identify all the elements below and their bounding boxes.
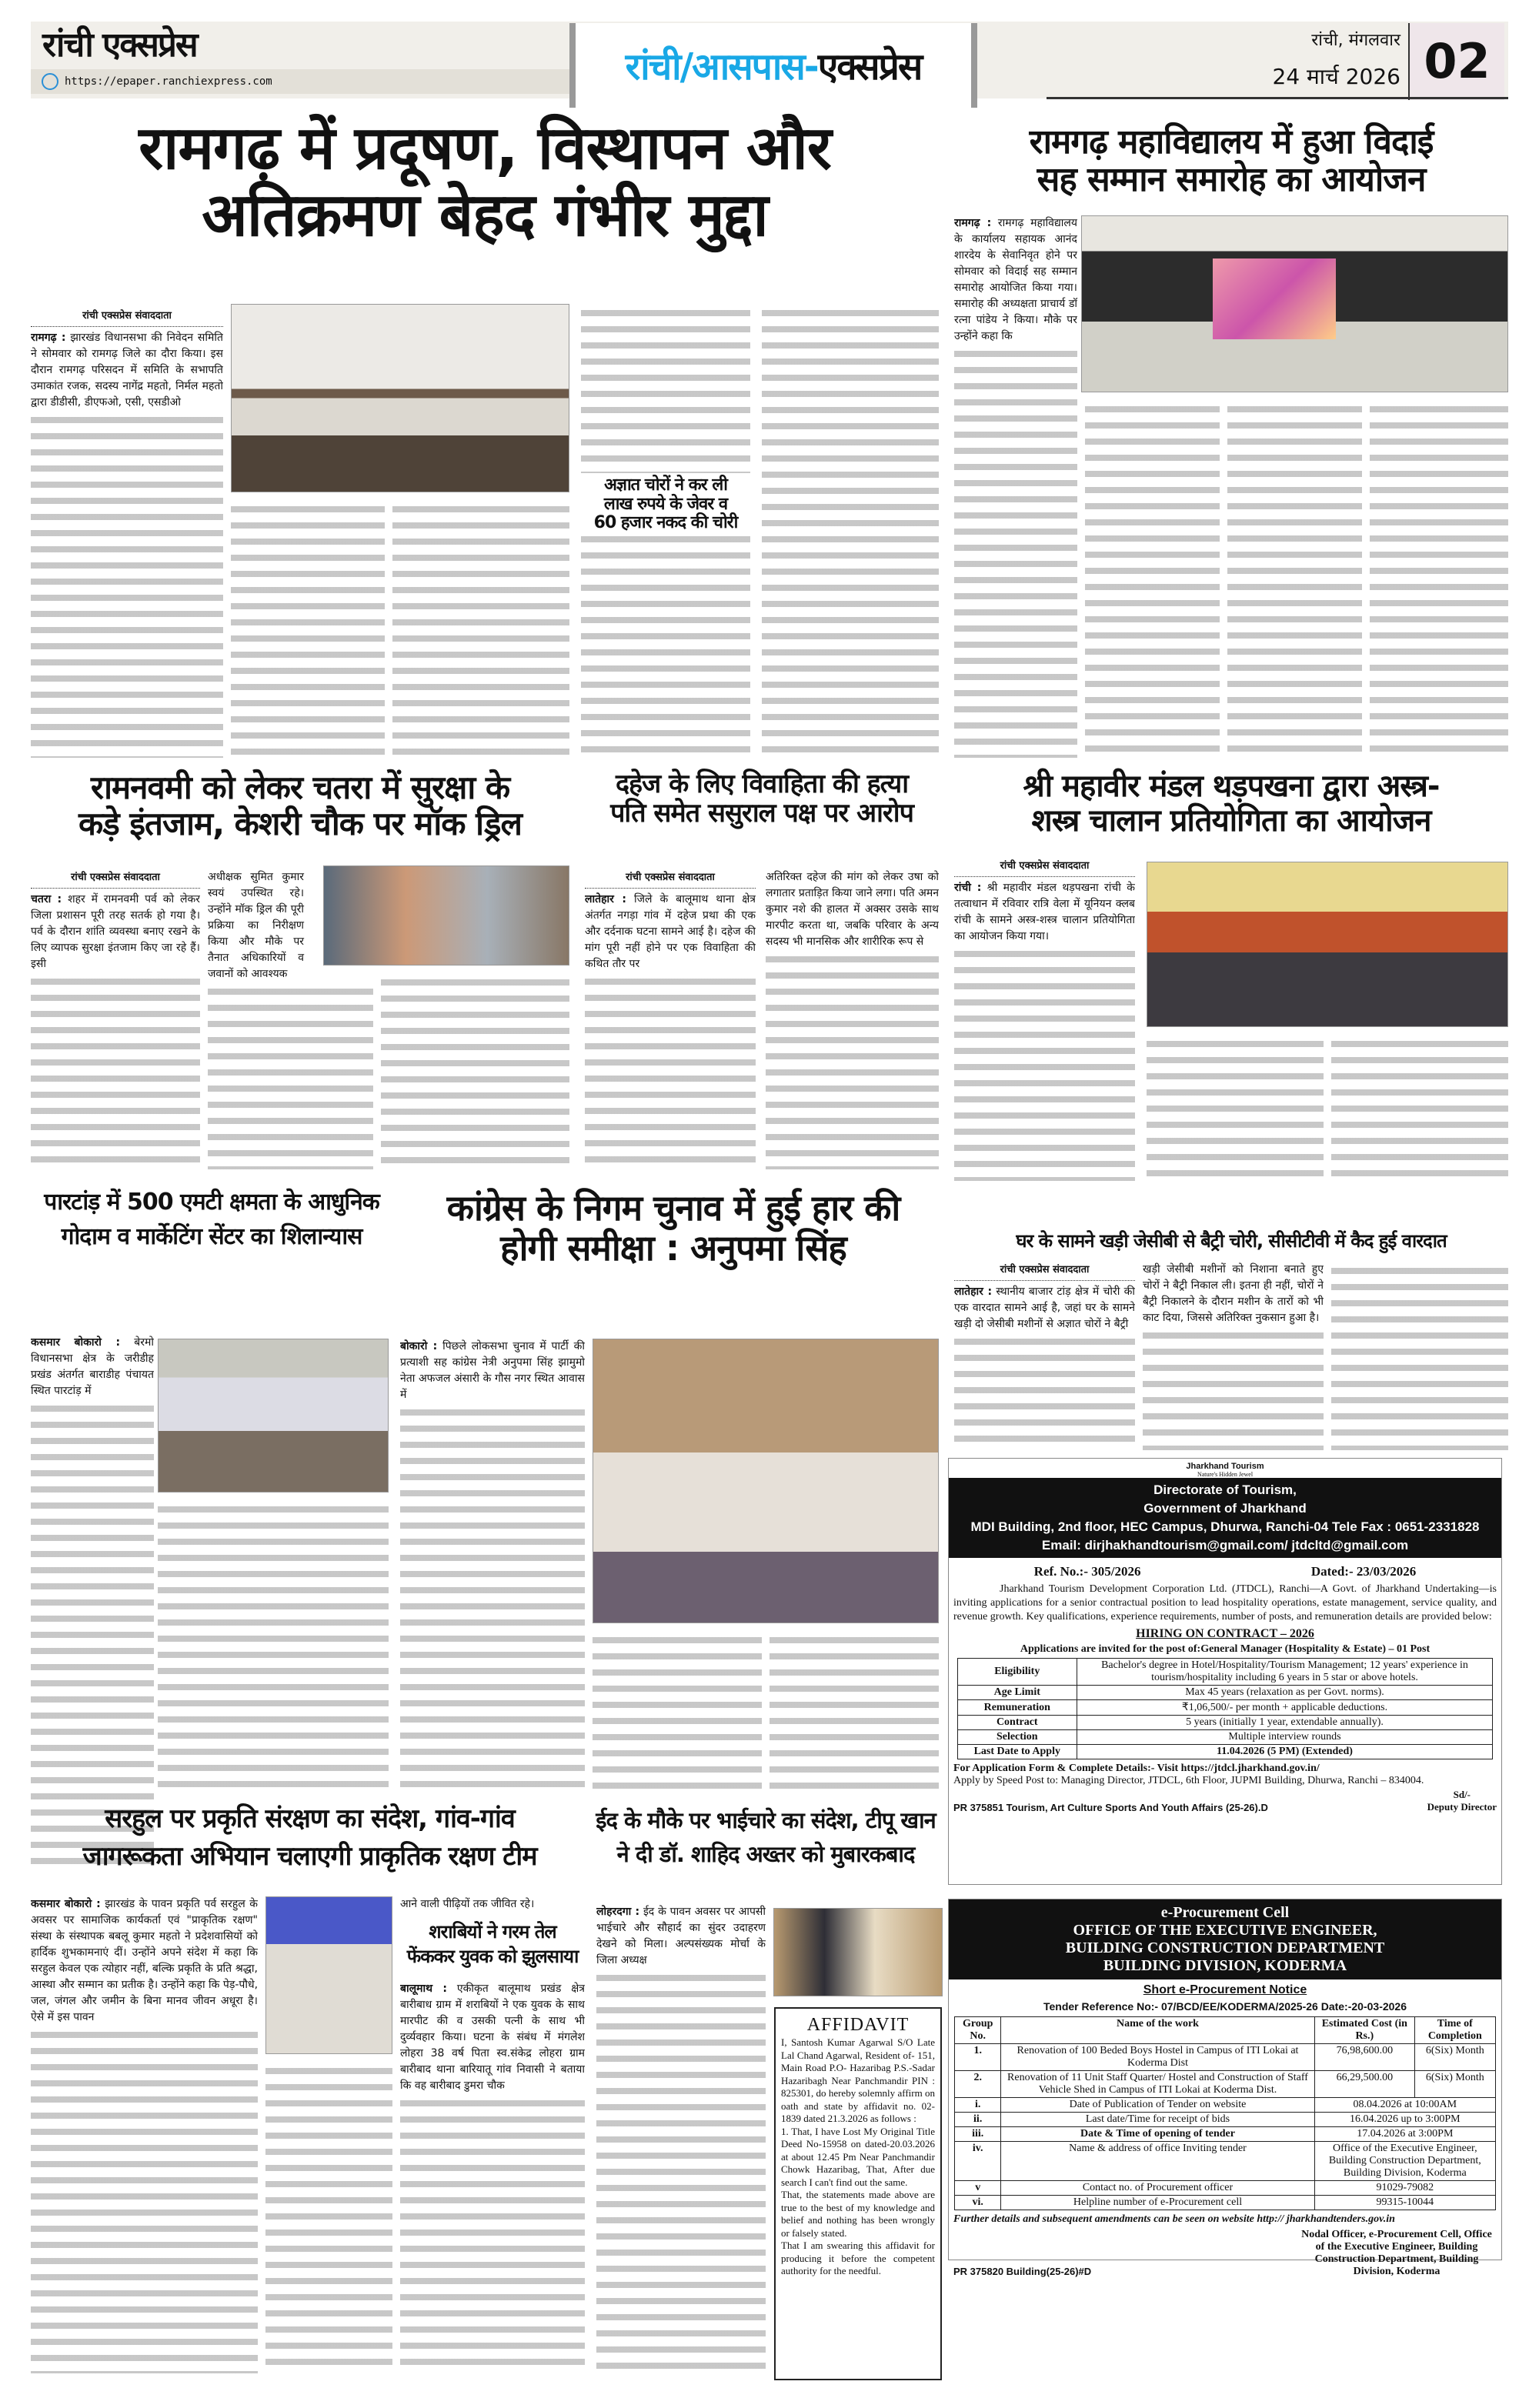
info-label: Date & Time of opening of tender — [1001, 2127, 1315, 2142]
text-column — [1331, 1263, 1508, 1450]
ad-line: MDI Building, 2nd floor, HEC Campus, Dhurwa, Ranchi-04 Tele Fax : 0651-2331828 — [970, 1519, 1480, 1534]
row-value: Max 45 years (relaxation as per Govt. norms). — [1077, 1686, 1492, 1700]
story-body: श्री महावीर मंडल थड़पखना रांची के तत्वाधान में रविवार रात्रि वेला में यूनियन क्लब रांची के सामने अस्त्र-शस्त्र चालान प्रतियोगिता का आयोजन किया गया। — [954, 882, 1135, 942]
row-label: Eligibility — [957, 1659, 1077, 1686]
tender-reference: Tender Reference No:- 07/BCD/EE/KODERMA/2025-26 Date:-20-03-2026 — [1043, 2000, 1407, 2013]
congress-headline — [404, 1189, 943, 1268]
hiring-row — [957, 1659, 1492, 1686]
college-story-col4 — [1370, 400, 1508, 758]
jcb-col1 — [954, 1262, 1135, 1450]
info-no: i. — [955, 2098, 1001, 2113]
mahavir-col3 — [1331, 1035, 1508, 1181]
tender-website-note[interactable]: Further details and subsequent amendments can be seen on website http:// jharkhandtenders.gov.in — [953, 2213, 1395, 2225]
dateline: कसमार बोकारो : — [31, 1898, 101, 1910]
text-column — [231, 502, 385, 758]
byline: रांची एक्सप्रेस संवाददाता — [585, 869, 756, 889]
tender-notice — [948, 1899, 1502, 2277]
estimated-cost: 76,98,600.00 — [1314, 2044, 1414, 2071]
ad-line: BUILDING CONSTRUCTION DEPARTMENT — [1065, 1939, 1385, 1956]
ramnavami-headline — [31, 769, 569, 842]
headline-line: रामनवमी को लेकर चतरा में सुरक्षा के — [90, 769, 510, 806]
info-no: iii. — [955, 2127, 1001, 2142]
info-no: iv. — [955, 2142, 1001, 2181]
sarhul-headline — [31, 1800, 589, 1876]
dahej-headline — [585, 769, 939, 828]
headline-line: पति समेत ससुराल पक्ष पर आरोप — [610, 798, 913, 829]
text-column — [31, 2027, 258, 2373]
story-body: आने वाली पीढ़ियों तक जीवित रहे। — [400, 1898, 535, 1910]
eid-col1 — [596, 1904, 766, 2373]
story-body: खड़ी जेसीबी मशीनों को निशाना बनाते हुए चोरों ने बैट्री निकाल ली। इतना ही नहीं, चोरों ने बैट्री निकालने के दौरान मशीन के तारों को भी काट दिया, जिससे अतिरिक्त नुकसान हुआ है। — [1143, 1263, 1324, 1324]
byline: रांची एक्सप्रेस संवाददाता — [954, 1262, 1135, 1281]
story-body: जिले के बालूमाथ थाना क्षेत्र अंतर्गत नगड़ा गांव में दहेज प्रथा की एक और दर्दनाक घटना सामने आई है। दहेज की मांग पूरी नहीं होने पर एक विवाहिता की कथित तौर पर — [585, 893, 756, 970]
info-no: ii. — [955, 2113, 1001, 2127]
headline-line: दहेज के लिए विवाहिता की हत्या — [615, 769, 909, 799]
tender-info-row — [955, 2196, 1496, 2210]
work-name: Renovation of 100 Beded Boys Hostel in Campus of ITI Lokai at Koderma Dist — [1001, 2044, 1315, 2071]
info-value: 08.04.2026 at 10:00AM — [1314, 2098, 1495, 2113]
signature: Sd/- — [1453, 1789, 1471, 1800]
info-label: Date of Publication of Tender on website — [1001, 2098, 1315, 2113]
text-column — [1143, 1328, 1324, 1450]
photo-mahavir-mandal — [1147, 862, 1508, 1027]
headline-line: ने दी डॉ. शाहिद अख्तर को मुबारकबाद — [616, 1840, 915, 1867]
college-story-col1 — [954, 215, 1077, 758]
hiring-row — [957, 1745, 1492, 1759]
text-column — [1085, 402, 1220, 758]
headline-line: कड़े इंतजाम, केशरी चौक पर मॉक ड्रिल — [78, 805, 522, 843]
headline-line: शराबियों ने गरम तेल — [429, 1921, 556, 1943]
photo-committee-meeting — [231, 304, 569, 492]
ad-line: Email: dirjhakhandtourism@gmail.com/ jtdcltd@gmail.com — [1041, 1538, 1409, 1553]
header-rule — [1047, 97, 1508, 99]
headline-line: ईद के मौके पर भाईचारे का संदेश, टीपू खान — [596, 1807, 936, 1833]
hiring-row — [957, 1686, 1492, 1700]
info-value: 16.04.2026 up to 3:00PM — [1314, 2113, 1495, 2127]
dateline: रांची : — [954, 882, 982, 894]
tender-work-row — [955, 2044, 1496, 2071]
dateline: बालूमाथ : — [400, 1983, 447, 1995]
info-value: Office of the Executive Engineer, Building Construction Department, Building Division, Koderma — [1314, 2142, 1495, 2181]
completion-time: 6(Six) Month — [1414, 2044, 1495, 2071]
tourism-ad — [948, 1458, 1502, 1885]
text-column — [208, 984, 373, 1169]
photo-mock-drill — [323, 865, 569, 966]
ad-line: OFFICE OF THE EXECUTIVE ENGINEER, — [1073, 1922, 1377, 1939]
tender-info-row — [955, 2127, 1496, 2142]
headline-line: 60 हजार नकद की चोरी — [593, 513, 738, 533]
tourism-tagline: Nature's Hidden Jewel — [1197, 1471, 1254, 1478]
dahej-col1 — [585, 869, 756, 1169]
ad-line: BUILDING DIVISION, KODERMA — [1103, 1957, 1347, 1974]
dateline: लातेहार : — [954, 1286, 993, 1298]
partand-headline — [31, 1185, 392, 1254]
hiring-row — [957, 1730, 1492, 1745]
ramnavami-col3 — [381, 973, 569, 1169]
row-value: Bachelor's degree in Hotel/Hospitality/Tourism Management; 12 years' experience in tourism/hospitality including 6 years in 5 star or above hotels. — [1077, 1659, 1492, 1686]
story-body: झारखंड विधानसभा की निवेदन समिति ने सोमवार को रामगढ़ जिले का दौरा किया। इस दौरान रामगढ़ परिसदन में समिति के सभापति उमाकांत रजक, सदस्य नागेंद्र महतो, निर्मल महतो द्वारा डीडीसी, डीएफओ, एसी, एसडीओ — [31, 332, 223, 409]
text-column — [31, 1401, 154, 1866]
photo-speaker — [265, 1896, 392, 2054]
affidavit-clause: That I am swearing this affidavit for producing it before the competent authority for the needful. — [781, 2240, 935, 2276]
tourism-logo: Jharkhand Tourism — [1186, 1462, 1264, 1471]
text-column — [762, 305, 939, 758]
text-column — [585, 974, 756, 1169]
headline-line: कांग्रेस के निगम चुनाव में हुई हार की — [446, 1187, 900, 1229]
text-column — [766, 952, 939, 1169]
hiring-title: HIRING ON CONTRACT – 2026 — [1136, 1627, 1314, 1640]
page-number: 02 — [1408, 23, 1504, 100]
section-banner — [569, 23, 977, 108]
photo-foundation-stone — [158, 1339, 389, 1492]
text-column — [392, 502, 569, 758]
main-headline — [31, 115, 939, 250]
mahavir-headline — [954, 769, 1508, 839]
post-title: Applications are invited for the post of:General Manager (Hospitality & Estate) – 01 Post — [1020, 1643, 1431, 1655]
row-value: Multiple interview rounds — [1077, 1730, 1492, 1745]
college-headline — [954, 123, 1508, 199]
affidavit-clause: That, the statements made above are true to the best of my knowledge and belief and nothing has been wrongly or falsely stated. — [781, 2189, 935, 2239]
column-header: Group No. — [955, 2017, 1001, 2044]
info-value: 99315-10044 — [1314, 2196, 1495, 2210]
row-label: Contract — [957, 1716, 1077, 1730]
text-column — [381, 975, 569, 1169]
section-name-black: एक्सप्रेस — [817, 45, 922, 88]
text-column — [31, 412, 223, 758]
pr-number: PR 375820 Building(25-26)#D — [953, 2266, 1092, 2277]
text-column — [31, 974, 200, 1169]
issue-date: 24 मार्च 2026 — [1272, 64, 1400, 89]
info-label: Helpline number of e-Procurement cell — [1001, 2196, 1315, 2210]
headline-line: होगी समीक्षा : अनुपमा सिंह — [500, 1226, 846, 1269]
dateline: बोकारो : — [400, 1340, 438, 1352]
photo-farewell-ceremony — [1081, 215, 1508, 392]
text-column — [1147, 1036, 1324, 1181]
text-column — [265, 2063, 392, 2373]
tender-work-row — [955, 2071, 1496, 2098]
congress-col3 — [770, 1631, 939, 1789]
story-body: ईद के पावन अवसर पर आपसी भाईचारे और सौहार्द का सुंदर उदाहरण देखने को मिला। अल्पसंख्यक मोर्चा के जिला अध्यक्ष — [596, 1906, 766, 1966]
headline-line: पारटांड़ में 500 एमटी क्षमता के आधुनिक — [44, 1189, 379, 1216]
info-no: v — [955, 2181, 1001, 2196]
dateline: लातेहार : — [585, 893, 626, 906]
byline: रांची एक्सप्रेस संवाददाता — [31, 308, 223, 327]
text-column — [1370, 402, 1508, 758]
signatory: Deputy Director — [1427, 1801, 1497, 1813]
affidavit-body: I, Santosh Kumar Agarwal S/O Late Lal Chand Agarwal, Resident of- 151, Main Road P.O- Hazaribag P.S.-Sadar Hazaribagh Near Panchmandir PIN : 825301, do hereby solemnly affirm on oath and state by affidavit no. 02-1839 dated 21.3.2026 as follows : — [781, 2036, 935, 2124]
text-column — [158, 1502, 389, 1789]
photo-eid-greeting — [773, 1908, 943, 1996]
group-no: 2. — [955, 2071, 1001, 2098]
text-column — [1227, 402, 1362, 758]
text-column — [770, 1633, 939, 1789]
headline-line: गोदाम व मार्केटिंग सेंटर का शिलान्यास — [61, 1223, 362, 1250]
partand-col2 — [158, 1500, 389, 1789]
headline-line: जागरूकता अभियान चलाएगी प्राकृतिक रक्षण टीम — [82, 1841, 537, 1873]
main-story-col1 — [31, 308, 223, 758]
ad-line: Government of Jharkhand — [1143, 1501, 1307, 1516]
theft-subheadline — [581, 473, 750, 536]
headline-line: सरहुल पर प्रकृति संरक्षण का संदेश, गांव-गांव — [105, 1803, 515, 1834]
group-no: 1. — [955, 2044, 1001, 2071]
congress-col1 — [400, 1339, 585, 1789]
info-no: vi. — [955, 2196, 1001, 2210]
globe-icon — [42, 73, 58, 90]
column-header: Time of Completion — [1414, 2017, 1495, 2044]
row-label: Selection — [957, 1730, 1077, 1745]
tender-table-header — [955, 2017, 1496, 2044]
byline: रांची एक्सप्रेस संवाददाता — [31, 869, 200, 889]
jcb-col2 — [1143, 1262, 1324, 1450]
college-story-col2 — [1085, 400, 1220, 758]
tourism-ad-header — [949, 1478, 1501, 1558]
story-body: झारखंड के पावन प्रकृति पर्व सरहुल के अवसर पर सामाजिक कार्यकर्ता एवं "प्राकृतिक रक्षण" संस्था के संस्थापक बबलू कुमार महतो ने प्रदेशवासियों को हार्दिक शुभकामनाएं दीं। उन्होंने अपने संदेश में कहा कि सरहुल केवल एक त्योहार नहीं, बल्कि प्रकृति के प्रति श्रद्धा, आस्था और सम्मान का प्रतीक है। उन्होंने कहा कि पेड़-पौधे, जल, जंगल और जमीन के बिना मानव जीवन अधूरा है। ऐसे में इस पावन — [31, 1898, 258, 2023]
mahavir-col2 — [1147, 1035, 1324, 1181]
main-story-col2 — [231, 500, 385, 758]
text-column — [400, 2096, 585, 2373]
college-story-col3 — [1227, 400, 1362, 758]
headline-line: रामगढ़ में प्रदूषण, विस्थापन और — [139, 114, 831, 183]
story-body: अधीक्षक सुमित कुमार स्वयं उपस्थित रहे। उन्होंने मॉक ड्रिल की पूरी प्रक्रिया का निरीक्षण किया और मौके पर तैनात अधिकारियों व जवानों को आवश्यक — [208, 871, 304, 980]
story-body: शहर में रामनवमी पर्व को लेकर जिला प्रशासन पूरी तरह सतर्क हो गया है। पर्व के दौरान शांति व्यवस्था बनाए रखने के लिए व्यापक सुरक्षा इंतजाम किए जा रहे हैं। इसी — [31, 893, 200, 970]
ramnavami-col1 — [31, 869, 200, 1169]
eid-headline — [593, 1804, 939, 1871]
tender-table — [954, 2016, 1496, 2210]
dateline: चतरा : — [31, 893, 62, 906]
info-value: 17.04.2026 at 3:00PM — [1314, 2127, 1495, 2142]
hiring-table — [957, 1658, 1493, 1759]
row-label: Age Limit — [957, 1686, 1077, 1700]
headline-line: अतिक्रमण बेहद गंभीर मुद्दा — [202, 181, 768, 251]
logo: रांची एक्सप्रेस — [42, 25, 197, 65]
tender-info-row — [955, 2113, 1496, 2127]
jcb-col3 — [1331, 1262, 1508, 1450]
byline: रांची एक्सप्रेस संवाददाता — [954, 858, 1135, 877]
column-header: Estimated Cost (in Rs.) — [1314, 2017, 1414, 2044]
tender-title: Short e-Procurement Notice — [1143, 1983, 1307, 1996]
affidavit-notice — [774, 2007, 942, 2380]
story-body: बेरमो विधानसभा क्षेत्र के जरीडीह प्रखंड अंतर्गत बाराडीह पंचायत स्थित पारटांड़ में — [31, 1336, 154, 1397]
info-label: Contact no. of Procurement officer — [1001, 2181, 1315, 2196]
row-value: ₹1,06,500/- per month + applicable deductions. — [1077, 1700, 1492, 1716]
dateline: रामगढ़ : — [954, 217, 992, 229]
mahavir-col1 — [954, 858, 1135, 1181]
ad-line: Directorate of Tourism, — [1153, 1482, 1297, 1497]
completion-time: 6(Six) Month — [1414, 2071, 1495, 2098]
application-link[interactable]: For Application Form & Complete Details:- Visit https://jtdcl.jharkhand.gov.in/ — [953, 1763, 1320, 1774]
hiring-row — [957, 1716, 1492, 1730]
row-label: Remuneration — [957, 1700, 1077, 1716]
info-label: Name & address of office Inviting tender — [1001, 2142, 1315, 2181]
text-column — [954, 1334, 1135, 1450]
ad-intro: Jharkhand Tourism Development Corporation Ltd. (JTDCL), Ranchi—A Govt. of Jharkhand Undertaking—is inviting applications for a senior contractual position to lead hospitality operations, estate management, service quality, and revenue growth. Key qualifications, experience requirements, number of posts, and remuneration details are provided below: — [953, 1583, 1497, 1623]
headline-line: लाख रुपये के जेवर व — [603, 494, 728, 514]
dateline: रामगढ़ : — [31, 332, 66, 344]
apply-address: Apply by Speed Post to: Managing Director, JTDCL, 6th Floor, JUPMI Building, Dhurwa, Ranchi – 834004. — [953, 1775, 1424, 1786]
dateline: लोहरदगा : — [596, 1906, 640, 1918]
story-body: रामगढ़ महाविद्यालय के कार्यालय सहायक आनंद शारदेय के सेवानिवृत होने पर सोमवार को विदाई सह सम्मान समारोह आयोजित किया गया। समारोह की अध्यक्षता प्राचार्य डॉ रत्ना पांडेय ने किया। मौके पर उन्होंने कहा कि — [954, 217, 1077, 342]
text-column — [1331, 1036, 1508, 1181]
story-body: पिछले लोकसभा चुनाव में पार्टी की प्रत्याशी सह कांग्रेस नेत्री अनुपमा सिंह झामुमो नेता अफजल अंसारी के गौस नगर स्थित आवास में — [400, 1340, 585, 1401]
section-name-blue: रांची/आसपास- — [625, 45, 818, 88]
headline-line: अज्ञात चोरों ने कर ली — [604, 475, 727, 495]
estimated-cost: 66,29,500.00 — [1314, 2071, 1414, 2098]
sharabi-subheadline — [400, 1919, 585, 1969]
row-label: Last Date to Apply — [957, 1745, 1077, 1759]
text-column — [596, 1970, 766, 2373]
sarhul-col3 — [400, 1896, 585, 1919]
hiring-row — [957, 1700, 1492, 1716]
partand-col1 — [31, 1335, 154, 1866]
tender-info-row — [955, 2098, 1496, 2113]
epaper-url[interactable]: https://epaper.ranchiexpress.com — [65, 75, 272, 88]
congress-col2 — [593, 1631, 762, 1789]
info-label: Last date/Time for receipt of bids — [1001, 2113, 1315, 2127]
story-body: अतिरिक्त दहेज की मांग को लेकर उषा को लगातार प्रताड़ित किया जाने लगा। पति अमन कुमार नशे की हालत में अक्सर उसके साथ मारपीट करता था, जबकि परिवार के अन्य सदस्य भी मानसिक और शारीरिक रूप से — [766, 871, 939, 948]
ad-line: e-Procurement Cell — [1160, 1904, 1290, 1921]
tender-info-row — [955, 2181, 1496, 2196]
signatory: Nodal Officer, e-Procurement Cell, Office of the Executive Engineer, Building Construction Department, Building Division, Koderma — [1301, 2229, 1492, 2277]
headline-line: श्री महावीर मंडल थड़पखना द्वारा अस्त्र- — [1023, 769, 1440, 804]
main-story-col5 — [762, 304, 939, 758]
ref-no: Ref. No.:- 305/2026 — [1033, 1564, 1141, 1579]
text-column — [954, 946, 1135, 1181]
headline-line: सह सम्मान समारोह का आयोजन — [1037, 160, 1426, 200]
dahej-col2 — [766, 869, 939, 1169]
dateline: कसमार बोकारो : — [31, 1336, 121, 1349]
epaper-url-bar[interactable] — [31, 69, 569, 94]
ref-date: Dated:- 23/03/2026 — [1310, 1564, 1417, 1579]
pr-number: PR 375851 Tourism, Art Culture Sports And Youth Affairs (25-26).D — [953, 1802, 1268, 1813]
tender-header — [949, 1899, 1501, 1979]
city-day: रांची, मंगलवार — [1311, 31, 1400, 50]
sarhul-col1 — [31, 1896, 258, 2373]
headline-line: शस्त्र चालान प्रतियोगिता का आयोजन — [1031, 802, 1431, 839]
affidavit-title: AFFIDAVIT — [806, 2015, 910, 2035]
row-value: 11.04.2026 (5 PM) (Extended) — [1077, 1745, 1492, 1759]
column-header: Name of the work — [1001, 2017, 1315, 2044]
sarhul-col2 — [265, 2062, 392, 2373]
headline-line: रामगढ़ महाविद्यालय में हुआ विदाई — [1029, 122, 1434, 162]
jcb-headline: घर के सामने खड़ी जेसीबी से बैट्री चोरी, सीसीटीवी में कैद हुई वारदात — [1016, 1230, 1447, 1252]
sharabi-col1 — [400, 1981, 585, 2373]
text-column — [593, 1633, 762, 1789]
row-value: 5 years (initially 1 year, extendable annually). — [1077, 1716, 1492, 1730]
text-column — [400, 1405, 585, 1789]
work-name: Renovation of 11 Unit Staff Quarter/ Hostel and Construction of Staff Vehicle Shed in Campus of ITI Lokai at Koderma Dist. — [1001, 2071, 1315, 2098]
affidavit-clause: 1. That, I have Lost My Original Title Deed No-15958 on dated-20.03.2026 at about 12.45 Pm Near Panchmandir Chowk Hazaribag, That, After due search I can't find out the same. — [781, 2125, 935, 2188]
story-body: एकीकृत बालूमाथ प्रखंड क्षेत्र बारीबाध ग्राम में शराबियों ने एक युवक के साथ मारपीट की व उसकी पत्नी के साथ भी दुर्व्यवहार किया। घटना के संबंध में मंगलेश लोहरा 38 वर्ष पिता स्व.संकेद्र लोहरा ग्राम बारीबाद थाना बारियातू गांव निवासी ने बताया कि वह बारीबाद डुमरा चौक — [400, 1983, 585, 2092]
story-body: स्थानीय बाजार टांड़ क्षेत्र में चोरी की एक वारदात सामने आई है, जहां घर के सामने खड़ी दो जेसीबी मशीनों से अज्ञात चोरों ने बैट्री — [954, 1286, 1135, 1330]
tender-info-row — [955, 2142, 1496, 2181]
main-story-col3 — [392, 500, 569, 758]
info-value: 91029-79082 — [1314, 2181, 1495, 2196]
headline-line: फेंककर युवक को झुलसाया — [406, 1946, 579, 1968]
text-column — [954, 346, 1077, 758]
photo-anupama-singh — [593, 1339, 939, 1623]
